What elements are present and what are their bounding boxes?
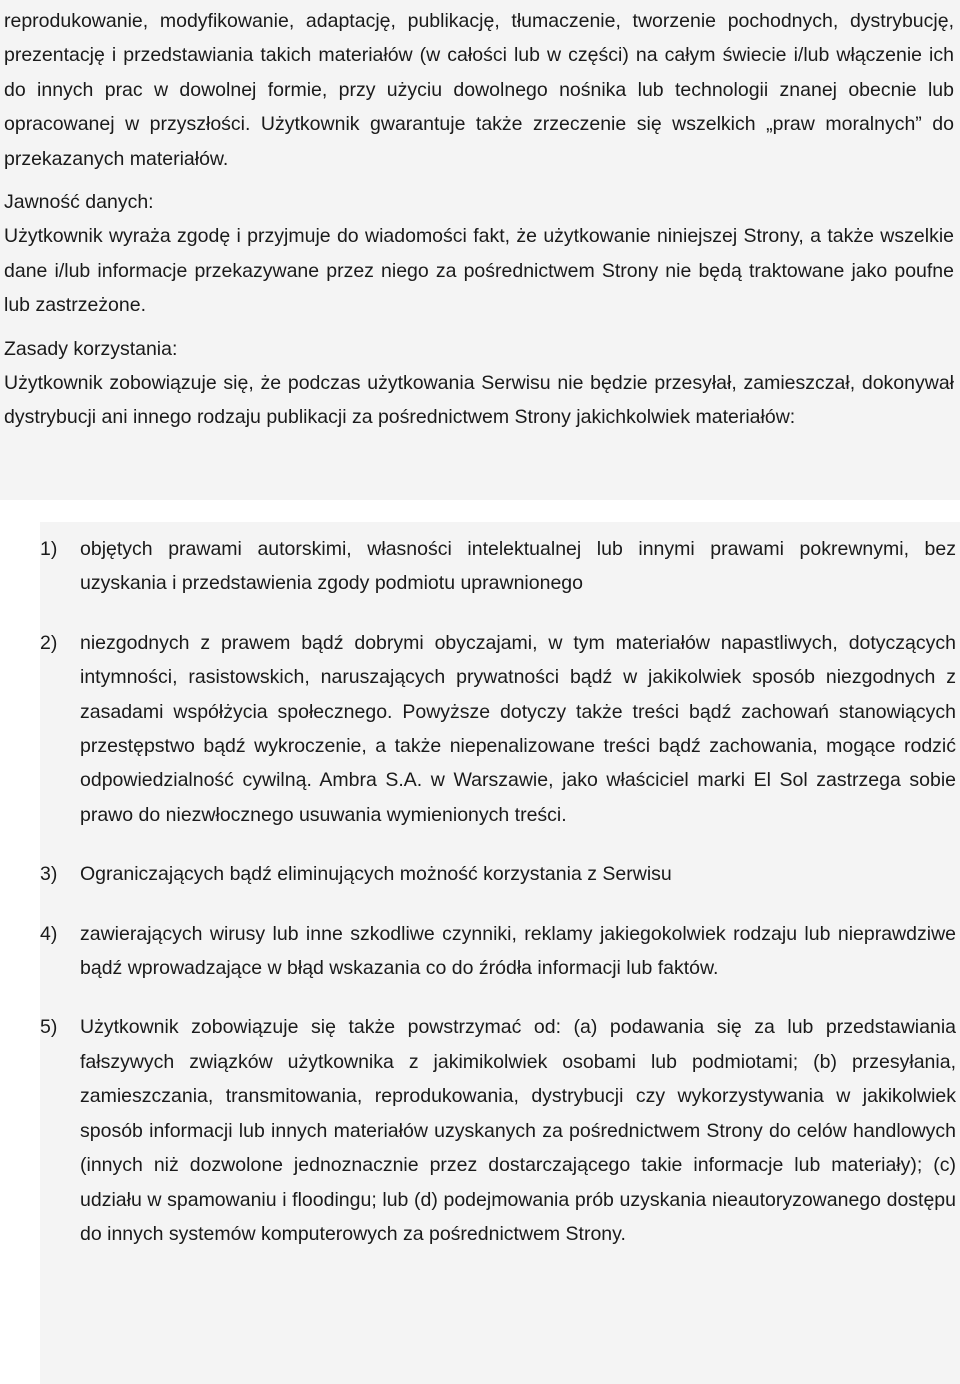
list-item-text: Ograniczających bądź eliminujących możność korzystania z Serwisu <box>80 863 672 886</box>
list-item-text: niezgodnych z prawem bądź dobrymi obyczajami, w tym materiałów napastliwych, dotyczących intymności, rasistowskich, naruszających prywatności bądź w jakikolwiek sposób niezgodnych z zasadami współżycia społecznego. Powyższe dotyczy także treści bądź zachowań stanowiących przestępstwo bądź wykroczenie, a także niepenalizowane treści bądź zachowania, mogące rodzić odpowiedzialność cywilną. Ambra S.A. w Warszawie, jako właściciel marki El Sol zastrzega sobie prawo do niezwłocznego usuwania wymienionych treści. <box>80 631 956 826</box>
publicity-heading: Jawność danych: <box>4 191 154 214</box>
list-item-number: 4) <box>40 922 58 945</box>
list-item-text: Użytkownik zobowiązuje się także powstrzymać od: (a) podawania się za lub przedstawiania fałszywych związków użytkownika z jakimikolwiek osobami lub podmiotami; (b) przesyłania, zamieszczania, transmitowania, reprodukowania, dystrybucji czy wykorzystywania w jakikolwiek sposób informacji lub innych materiałów uzyskanych za pośrednictwem Strony do celów handlowych (innych niż dozwolone jednoznacznie przez dostarczającego takie informacje lub materiały); (c) udziału w spamowaniu i floodingu; lub (d) podejmowania prób uzyskania nieautoryzowanego dostępu do innych systemów komputerowych za pośrednictwem Strony. <box>80 1016 956 1245</box>
terms-text-block <box>0 0 960 500</box>
list-item <box>40 917 956 986</box>
list-item-number: 1) <box>40 538 58 560</box>
list-item-text: objętych prawami autorskimi, własności intelektualnej lub innymi prawami pokrewnymi, bez uzyskania i przedstawienia zgody podmiotu uprawnionego <box>80 538 956 595</box>
intro-paragraph: reprodukowanie, modyfikowanie, adaptację, publikację, tłumaczenie, tworzenie pochodnych, dystrybucję, prezentację i przedstawiania takich materiałów (w całości lub w części) na całym świecie i/lub włączenie ich do innych prac w dowolnej formie, przy użyciu dowolnego nośnika lub technologii znanej obecnie lub opracowanej w przyszłości. Użytkownik gwarantuje także zrzeczenie się wszelkich „praw moralnych” do przekazanych materiałów. <box>4 10 954 170</box>
list-item-number: 2) <box>40 631 58 654</box>
rules-paragraph: Użytkownik zobowiązuje się, że podczas użytkowania Serwisu nie będzie przesyłał, zamieszczał, dokonywał dystrybucji ani innego rodzaju publikacji za pośrednictwem Strony jakichkolwiek materiałów: <box>4 372 954 429</box>
list-item-number: 3) <box>40 863 58 886</box>
publicity-paragraph: Użytkownik wyraża zgodę i przyjmuje do wiadomości fakt, że użytkowanie niniejszej Strony, a także wszelkie dane i/lub informacje przekazywane przez niego za pośrednictwem Strony nie będą traktowane jako poufne lub zastrzeżone. <box>4 225 954 317</box>
rules-list <box>40 532 956 1251</box>
list-item-text: zawierających wirusy lub inne szkodliwe czynniki, reklamy jakiegokolwiek rodzaju lub nieprawdziwe bądź wprowadzające w błąd wskazania co do źródła informacji lub faktów. <box>80 922 956 980</box>
list-item-number: 5) <box>40 1016 58 1039</box>
list-item <box>40 532 956 601</box>
list-item <box>40 1010 956 1251</box>
list-item <box>40 857 956 891</box>
rules-list-block <box>40 522 960 1384</box>
list-item <box>40 626 956 832</box>
rules-heading: Zasady korzystania: <box>4 337 178 360</box>
